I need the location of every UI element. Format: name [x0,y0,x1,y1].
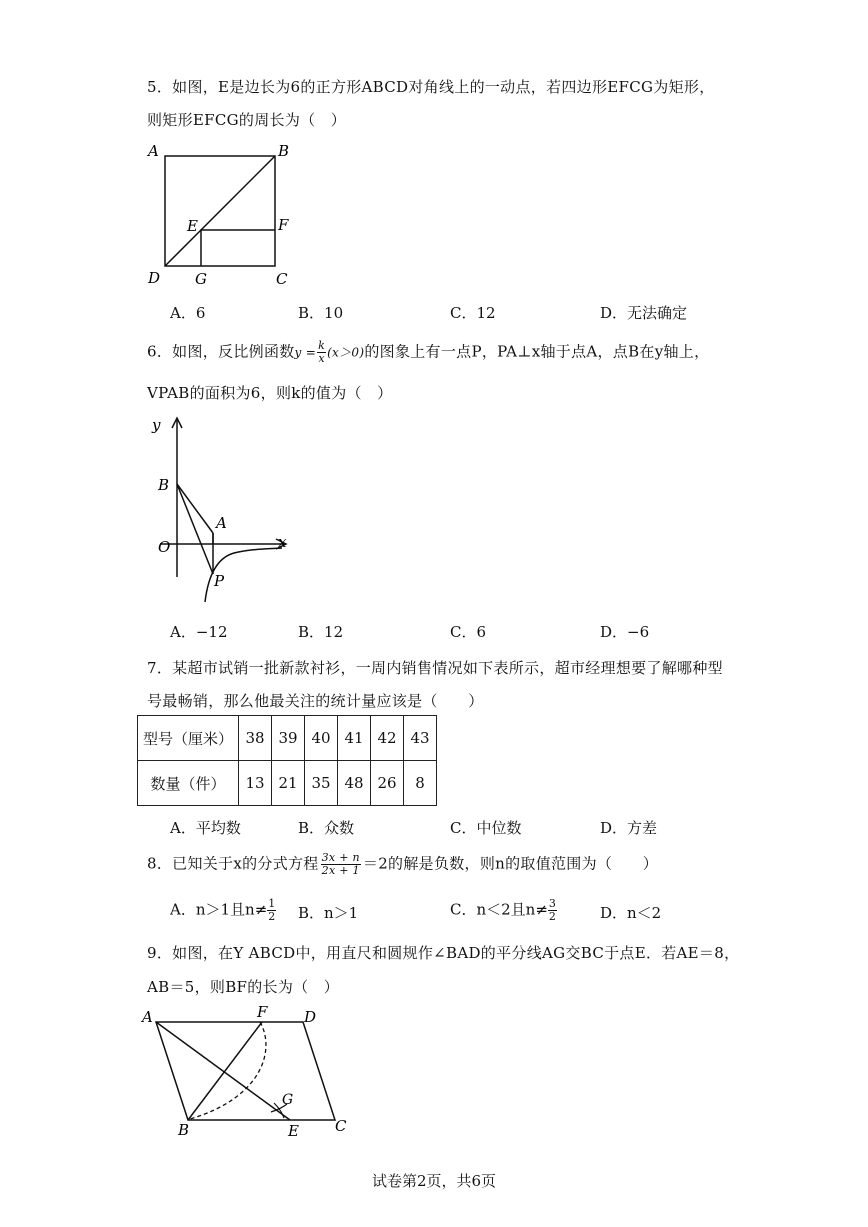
q8-option-b: B．n＞1 [298,904,359,922]
q9-label-E: E [288,1122,299,1140]
q8-option-d: D．n＜2 [600,904,662,922]
q5-text-line2: 则矩形EFCG的周长为（ ） [147,111,347,129]
q5-label-G: G [195,270,207,288]
q6-text-line2: VPAB的面积为6，则k的值为（ ） [147,384,393,402]
table-header-size: 型号（厘米） [138,716,239,761]
q6-label-O: O [158,538,171,556]
table-cell: 13 [239,761,272,806]
q9-parallelogram-figure [138,1000,363,1140]
q9-text-line2: AB＝5，则BF的长为（ ） [147,978,340,996]
q5-label-E: E [187,217,198,235]
q5-label-C: C [276,270,288,288]
table-row [138,716,437,761]
q5-option-b: B．10 [298,304,344,322]
q8-option-c-text: C．n＜2且n≠ [450,900,548,919]
table-cell: 35 [305,761,338,806]
q5-option-a: A．6 [170,304,206,322]
q8-option-a [170,898,276,923]
q8-option-c-den: 2 [548,910,556,923]
q8-equation-fraction [321,852,361,877]
q8-option-a-num: 1 [268,897,276,910]
q5-label-A: A [148,142,159,160]
q6-func-cond: (x＞0) [327,345,365,360]
q6-option-c: C．6 [450,623,487,641]
page-footer: 试卷第2页，共6页 [371,1172,497,1190]
table-row [138,761,437,806]
q6-prefix: 6．如图，反比例函数 [147,342,295,361]
table-cell: 8 [404,761,437,806]
q6-func-k: k [318,339,326,352]
q8-suffix: ＝2的解是负数，则n的取值范围为（ ） [362,854,659,873]
q6-text-line1 [147,340,709,365]
q9-label-D: D [304,1008,317,1026]
q7-text-line2: 号最畅销，那么他最关注的统计量应该是（ ） [147,692,484,710]
q8-option-c-num: 3 [548,897,556,910]
q5-label-B: B [278,142,290,160]
q6-function-fraction [317,340,326,365]
q7-option-d: D．方差 [600,819,658,837]
q7-text-line1: 7．某超市试销一批新款衬衫，一周内销售情况如下表所示，超市经理想要了解哪种型 [147,659,723,677]
q5-option-c: C．12 [450,304,496,322]
table-cell: 43 [404,716,437,761]
q7-sales-table [137,715,437,806]
table-cell: 41 [338,716,371,761]
table-cell: 21 [272,761,305,806]
q6-option-d: D．−6 [600,623,650,641]
q6-label-y: y [152,416,161,434]
q8-frac-num: 3x + n [321,851,360,864]
q8-prefix: 8．已知关于x的分式方程 [147,854,319,873]
q6-suffix: 的图象上有一点P，PA⊥x轴于点A，点B在y轴上， [364,342,710,361]
q6-label-x: x [278,533,287,551]
q7-option-c: C．中位数 [450,819,522,837]
table-cell: 26 [371,761,404,806]
q6-func-y: y = [294,345,317,360]
q9-label-F: F [257,1003,268,1021]
q8-option-a-text: A．n＞1且n≠ [170,900,268,919]
q7-option-a: A．平均数 [170,819,241,837]
q6-option-b: B．12 [298,623,344,641]
q8-option-a-fraction [267,898,276,923]
q5-label-F: F [278,216,289,234]
table-cell: 40 [305,716,338,761]
q6-graph-figure [150,412,295,612]
q8-option-a-den: 2 [268,910,276,923]
table-cell: 42 [371,716,404,761]
table-cell: 39 [272,716,305,761]
q5-square-figure [140,138,300,293]
table-header-quantity: 数量（件） [138,761,239,806]
q9-label-B: B [178,1121,190,1139]
q9-label-C: C [335,1117,347,1135]
q9-label-G: G [282,1092,294,1108]
q7-option-b: B．众数 [298,819,355,837]
q8-frac-den: 2x + 1 [321,864,360,877]
q5-text-line1: 5．如图，E是边长为6的正方形ABCD对角线上的一动点，若四边形EFCG为矩形， [147,78,715,96]
q6-option-a: A．−12 [170,623,228,641]
table-cell: 38 [239,716,272,761]
table-cell: 48 [338,761,371,806]
q5-label-D: D [148,269,161,287]
q6-label-P: P [214,572,225,590]
q6-label-B: B [158,476,170,494]
q5-option-d: D．无法确定 [600,304,688,322]
q6-label-A: A [216,514,227,532]
q8-option-c-fraction [548,898,557,923]
q9-text-line1: 9．如图，在Y ABCD中，用直尺和圆规作∠BAD的平分线AG交BC于点E．若AE＝8， [147,944,740,962]
q8-text-line1 [147,852,658,877]
q9-label-A: A [142,1008,153,1026]
q8-option-c [450,898,557,923]
q6-func-x: x [318,352,325,365]
